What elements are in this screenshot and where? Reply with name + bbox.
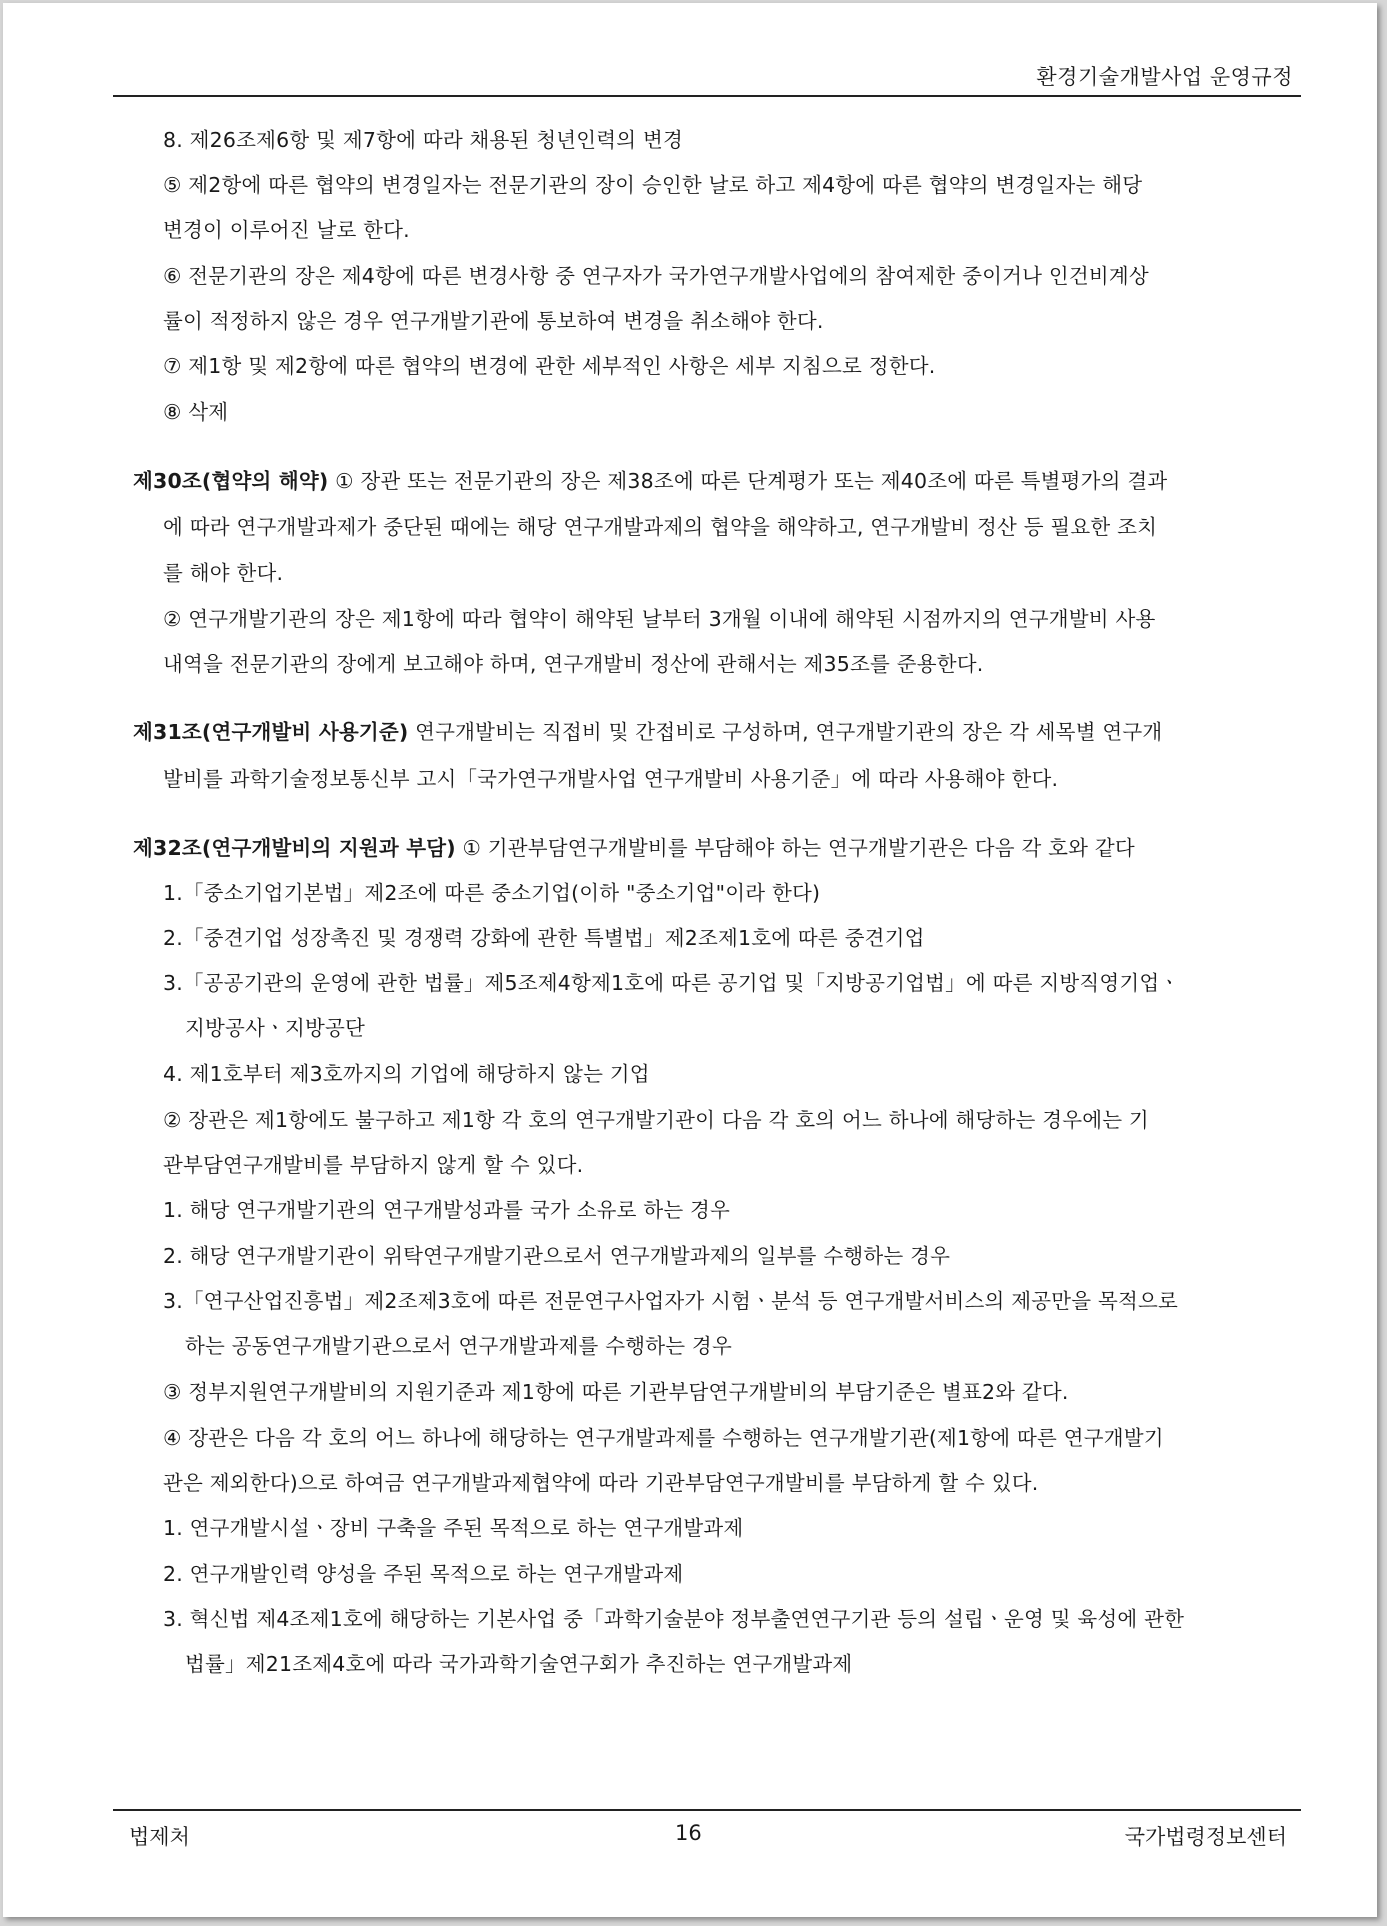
- text-line: [163, 1193, 730, 1223]
- line-text: 지방공사ㆍ지방공단: [185, 1016, 366, 1040]
- line-text: 연구개발비는 직접비 및 간접비로 구성하며, 연구개발기관의 장은 각 세목별 연구개: [408, 720, 1163, 744]
- line-text: 1. 해당 연구개발기관의 연구개발성과를 국가 소유로 하는 경우: [163, 1198, 731, 1222]
- footer-divider: [113, 1809, 1301, 1811]
- text-line: [163, 966, 1179, 996]
- line-text: 에 따라 연구개발과제가 중단된 때에는 해당 연구개발과제의 협약을 해약하고, 연구개발비 정산 등 필요한 조치: [163, 515, 1158, 539]
- text-line: [163, 602, 1156, 632]
- footer-publisher: 법제처: [129, 1825, 190, 1849]
- text-line: [163, 510, 1157, 540]
- article-heading-line: [133, 464, 1167, 494]
- text-line: [163, 1057, 650, 1087]
- line-text: ⑥ 전문기관의 장은 제4항에 따른 변경사항 중 연구자가 국가연구개발사업에의 참여제한 중이거나 인건비계상: [163, 264, 1149, 288]
- text-line: [163, 1239, 950, 1269]
- text-line: [163, 213, 410, 243]
- document-page: [3, 3, 1377, 1917]
- text-line: [163, 876, 820, 906]
- text-line: [163, 349, 935, 379]
- line-text: ⑦ 제1항 및 제2항에 따른 협약의 변경에 관한 세부적인 사항은 세부 지침으로 정한다.: [163, 354, 936, 378]
- line-text: 4. 제1호부터 제3호까지의 기업에 해당하지 않는 기업: [163, 1062, 650, 1086]
- line-text: 률이 적정하지 않은 경우 연구개발기관에 통보하여 변경을 취소해야 한다.: [163, 309, 824, 333]
- article-title: 제31조(연구개발비 사용기준): [133, 720, 409, 744]
- text-line: [163, 304, 824, 334]
- line-text: ① 기관부담연구개발비를 부담해야 하는 연구개발기관은 다음 각 호와 같다: [455, 836, 1135, 860]
- text-line: [163, 168, 1142, 198]
- line-text: 1.「중소기업기본법」제2조에 따른 중소기업(이하 "중소기업"이라 한다): [163, 881, 821, 905]
- line-text: 2.「중견기업 성장촉진 및 경쟁력 강화에 관한 특별법」제2조제1호에 따른 중견기업: [163, 926, 925, 950]
- line-text: 관은 제외한다)으로 하여금 연구개발과제협약에 따라 기관부담연구개발비를 부담하게 할 수 있다.: [163, 1471, 1039, 1495]
- line-text: 변경이 이루어진 날로 한다.: [163, 218, 410, 242]
- line-text: 관부담연구개발비를 부담하지 않게 할 수 있다.: [163, 1153, 584, 1177]
- text-line: [185, 1647, 852, 1677]
- line-text: 3.「공공기관의 운영에 관한 법률」제5조제4항제1호에 따른 공기업 및「지방공기업법」에 따른 지방직영기업ㆍ: [163, 971, 1180, 995]
- text-line: [163, 1511, 743, 1541]
- text-line: [163, 1375, 1069, 1405]
- text-line: [163, 1421, 1164, 1451]
- text-line: [163, 921, 925, 951]
- text-line: [163, 1284, 1178, 1314]
- text-line: [163, 762, 1058, 792]
- line-text: 내역을 전문기관의 장에게 보고해야 하며, 연구개발비 정산에 관해서는 제35조를 준용한다.: [163, 652, 984, 676]
- text-line: [163, 1557, 683, 1587]
- text-line: [163, 395, 228, 425]
- line-text: 를 해야 한다.: [163, 561, 284, 585]
- line-text: ⑧ 삭제: [163, 400, 229, 424]
- text-line: [163, 1103, 1149, 1133]
- article-title: 제32조(연구개발비의 지원과 부담): [133, 836, 456, 860]
- line-text: ② 연구개발기관의 장은 제1항에 따라 협약이 해약된 날부터 3개월 이내에 해약된 시점까지의 연구개발비 사용: [163, 607, 1156, 631]
- line-text: ④ 장관은 다음 각 호의 어느 하나에 해당하는 연구개발과제를 수행하는 연구개발기관(제1항에 따른 연구개발기: [163, 1426, 1164, 1450]
- line-text: 3.「연구산업진흥법」제2조제3호에 따른 전문연구사업자가 시험ㆍ분석 등 연구개발서비스의 제공만을 목적으로: [163, 1289, 1178, 1313]
- text-line: [163, 556, 283, 586]
- article-heading-line: [133, 831, 1135, 861]
- article-heading-line: [133, 715, 1162, 745]
- page-header-title: 환경기술개발사업 운영규정: [1036, 65, 1293, 89]
- line-text: 법률」제21조제4호에 따라 국가과학기술연구회가 추진하는 연구개발과제: [185, 1652, 853, 1676]
- line-text: 발비를 과학기술정보통신부 고시「국가연구개발사업 연구개발비 사용기준」에 따라 사용해야 한다.: [163, 767, 1059, 791]
- line-text: 8. 제26조제6항 및 제7항에 따라 채용된 청년인력의 변경: [163, 128, 684, 152]
- header-divider: [113, 95, 1301, 97]
- line-text: 3. 혁신법 제4조제1호에 해당하는 기본사업 중「과학기술분야 정부출연연구기관 등의 설립ㆍ운영 및 육성에 관한: [163, 1607, 1185, 1631]
- text-line: [163, 1466, 1038, 1496]
- page-number: 16: [675, 1821, 702, 1845]
- text-line: [185, 1329, 732, 1359]
- line-text: 2. 연구개발인력 양성을 주된 목적으로 하는 연구개발과제: [163, 1562, 684, 1586]
- article-title: 제30조(협약의 해약): [133, 469, 329, 493]
- text-line: [163, 1148, 583, 1178]
- line-text: ② 장관은 제1항에도 불구하고 제1항 각 호의 연구개발기관이 다음 각 호의 어느 하나에 해당하는 경우에는 기: [163, 1108, 1149, 1132]
- line-text: ③ 정부지원연구개발비의 지원기준과 제1항에 따른 기관부담연구개발비의 부담기준은 별표2와 같다.: [163, 1380, 1069, 1404]
- footer-source: 국가법령정보센터: [1124, 1825, 1287, 1849]
- text-line: [185, 1011, 365, 1041]
- line-text: 2. 해당 연구개발기관이 위탁연구개발기관으로서 연구개발과제의 일부를 수행하는 경우: [163, 1244, 951, 1268]
- line-text: ⑤ 제2항에 따른 협약의 변경일자는 전문기관의 장이 승인한 날로 하고 제4항에 따른 협약의 변경일자는 해당: [163, 173, 1143, 197]
- line-text: 하는 공동연구개발기관으로서 연구개발과제를 수행하는 경우: [185, 1334, 732, 1358]
- line-text: 1. 연구개발시설ㆍ장비 구축을 주된 목적으로 하는 연구개발과제: [163, 1516, 744, 1540]
- text-line: [163, 1602, 1184, 1632]
- line-text: ① 장관 또는 전문기관의 장은 제38조에 따른 단계평가 또는 제40조에 따른 특별평가의 결과: [328, 469, 1168, 493]
- text-line: [163, 647, 983, 677]
- text-line: [163, 123, 683, 153]
- text-line: [163, 259, 1149, 289]
